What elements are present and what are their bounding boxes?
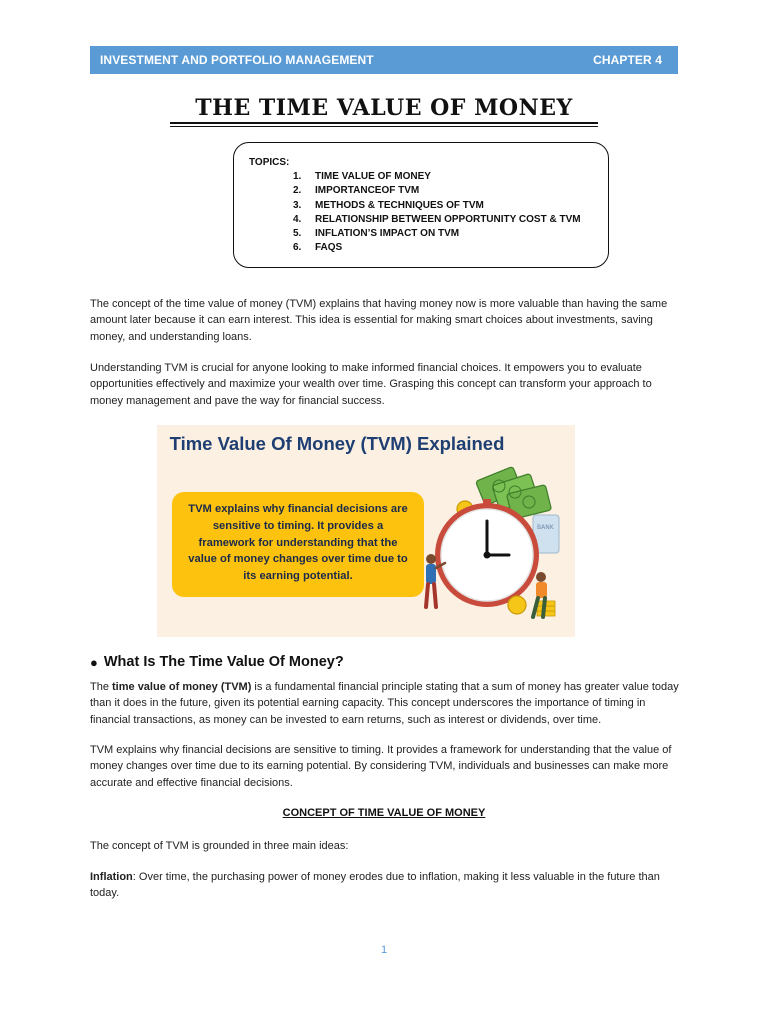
topic-text: TIME VALUE OF MONEY [315, 171, 431, 182]
topic-number: 6. [293, 242, 302, 254]
document-title: THE TIME VALUE OF MONEY [195, 95, 573, 121]
topic-text: METHODS & TECHNIQUES OF TVM [315, 199, 484, 211]
header-course-title: INVESTMENT AND PORTFOLIO MANAGEMENT [100, 53, 374, 67]
topic-text: RELATIONSHIP BETWEEN OPPORTUNITY COST & TVM [315, 213, 581, 225]
definition-prefix: The [90, 681, 113, 693]
definition-paragraph [90, 679, 682, 728]
inflation-description: : Over time, the purchasing power of money erodes due to inflation, making it less valuable in the future than today. [90, 871, 660, 900]
page-number: 1 [380, 944, 388, 956]
bullet-icon: ● [90, 654, 98, 670]
definition-rest: is a fundamental financial principle stating that a sum of money has greater value today than it does in the future, given its potential earning capacity. This concept underscores the importance of timing in financial transactions, as money can be invested to earn returns, such as interest or dividends, over time. [90, 681, 679, 726]
topics-list [249, 170, 608, 256]
bank-label: BANK [537, 524, 554, 531]
intro-paragraph-1: The concept of the time value of money (TVM) explains that having money now is more valuable than having the same amount later because it can earn interest. This idea is essential for making smart choices about investments, saving money, and understanding loans. [90, 298, 668, 343]
infographic-title: Time Value Of Money (TVM) Explained [169, 433, 505, 454]
coin-stack-icon [508, 596, 555, 616]
concept-heading: CONCEPT OF TIME VALUE OF MONEY [282, 807, 486, 819]
topic-number: 2. [293, 185, 302, 197]
timing-paragraph: TVM explains why financial decisions are sensitive to timing. It provides a framework for understanding that the value of money changes over time due to its earning potential. By considering TVM, individuals and businesses can make more accurate and effective financial decisions. [90, 744, 672, 789]
header-chapter-label: CHAPTER 4 [593, 53, 662, 67]
inflation-paragraph [90, 869, 682, 902]
chapter-header-bar [90, 46, 678, 74]
clock-money-illustration [417, 465, 575, 635]
title-underline-thin [170, 126, 598, 127]
topic-item [293, 199, 608, 213]
main-ideas-paragraph: The concept of TVM is grounded in three main ideas: [90, 840, 349, 852]
topic-item [293, 241, 608, 255]
topic-number: 3. [293, 199, 302, 211]
topics-label: TOPICS: [249, 157, 290, 168]
intro-paragraph-2: Understanding TVM is crucial for anyone looking to make informed financial choices. It empowers you to evaluate opportunities effectively and maximize your wealth over time. Grasping this concept can transform your approach to money management and pave the way for financial success. [90, 362, 652, 407]
section-heading-text: What Is The Time Value Of Money? [103, 654, 344, 670]
topic-text: FAQS [315, 242, 343, 254]
title-underline [170, 122, 598, 124]
topic-number: 4. [293, 213, 302, 225]
section-heading [90, 654, 344, 670]
topic-item [293, 227, 608, 241]
definition-term: time value of money (TVM) [112, 681, 252, 693]
topic-text: INFLATION’S IMPACT ON TVM [315, 228, 460, 240]
topics-box [233, 142, 609, 268]
inflation-term: Inflation [90, 871, 133, 883]
document-title-block [170, 94, 598, 122]
topic-number: 5. [293, 228, 302, 240]
topic-number: 1. [293, 171, 302, 182]
topic-item [293, 213, 608, 227]
topic-text: IMPORTANCEOF TVM [315, 185, 420, 197]
topic-item [293, 184, 608, 198]
infographic-callout: TVM explains why financial decisions are sensitive to timing. It provides a framework for understanding that the value of money changes over time due to its earning potential. [172, 492, 424, 597]
topic-item [293, 170, 608, 184]
tvm-infographic [157, 425, 575, 637]
